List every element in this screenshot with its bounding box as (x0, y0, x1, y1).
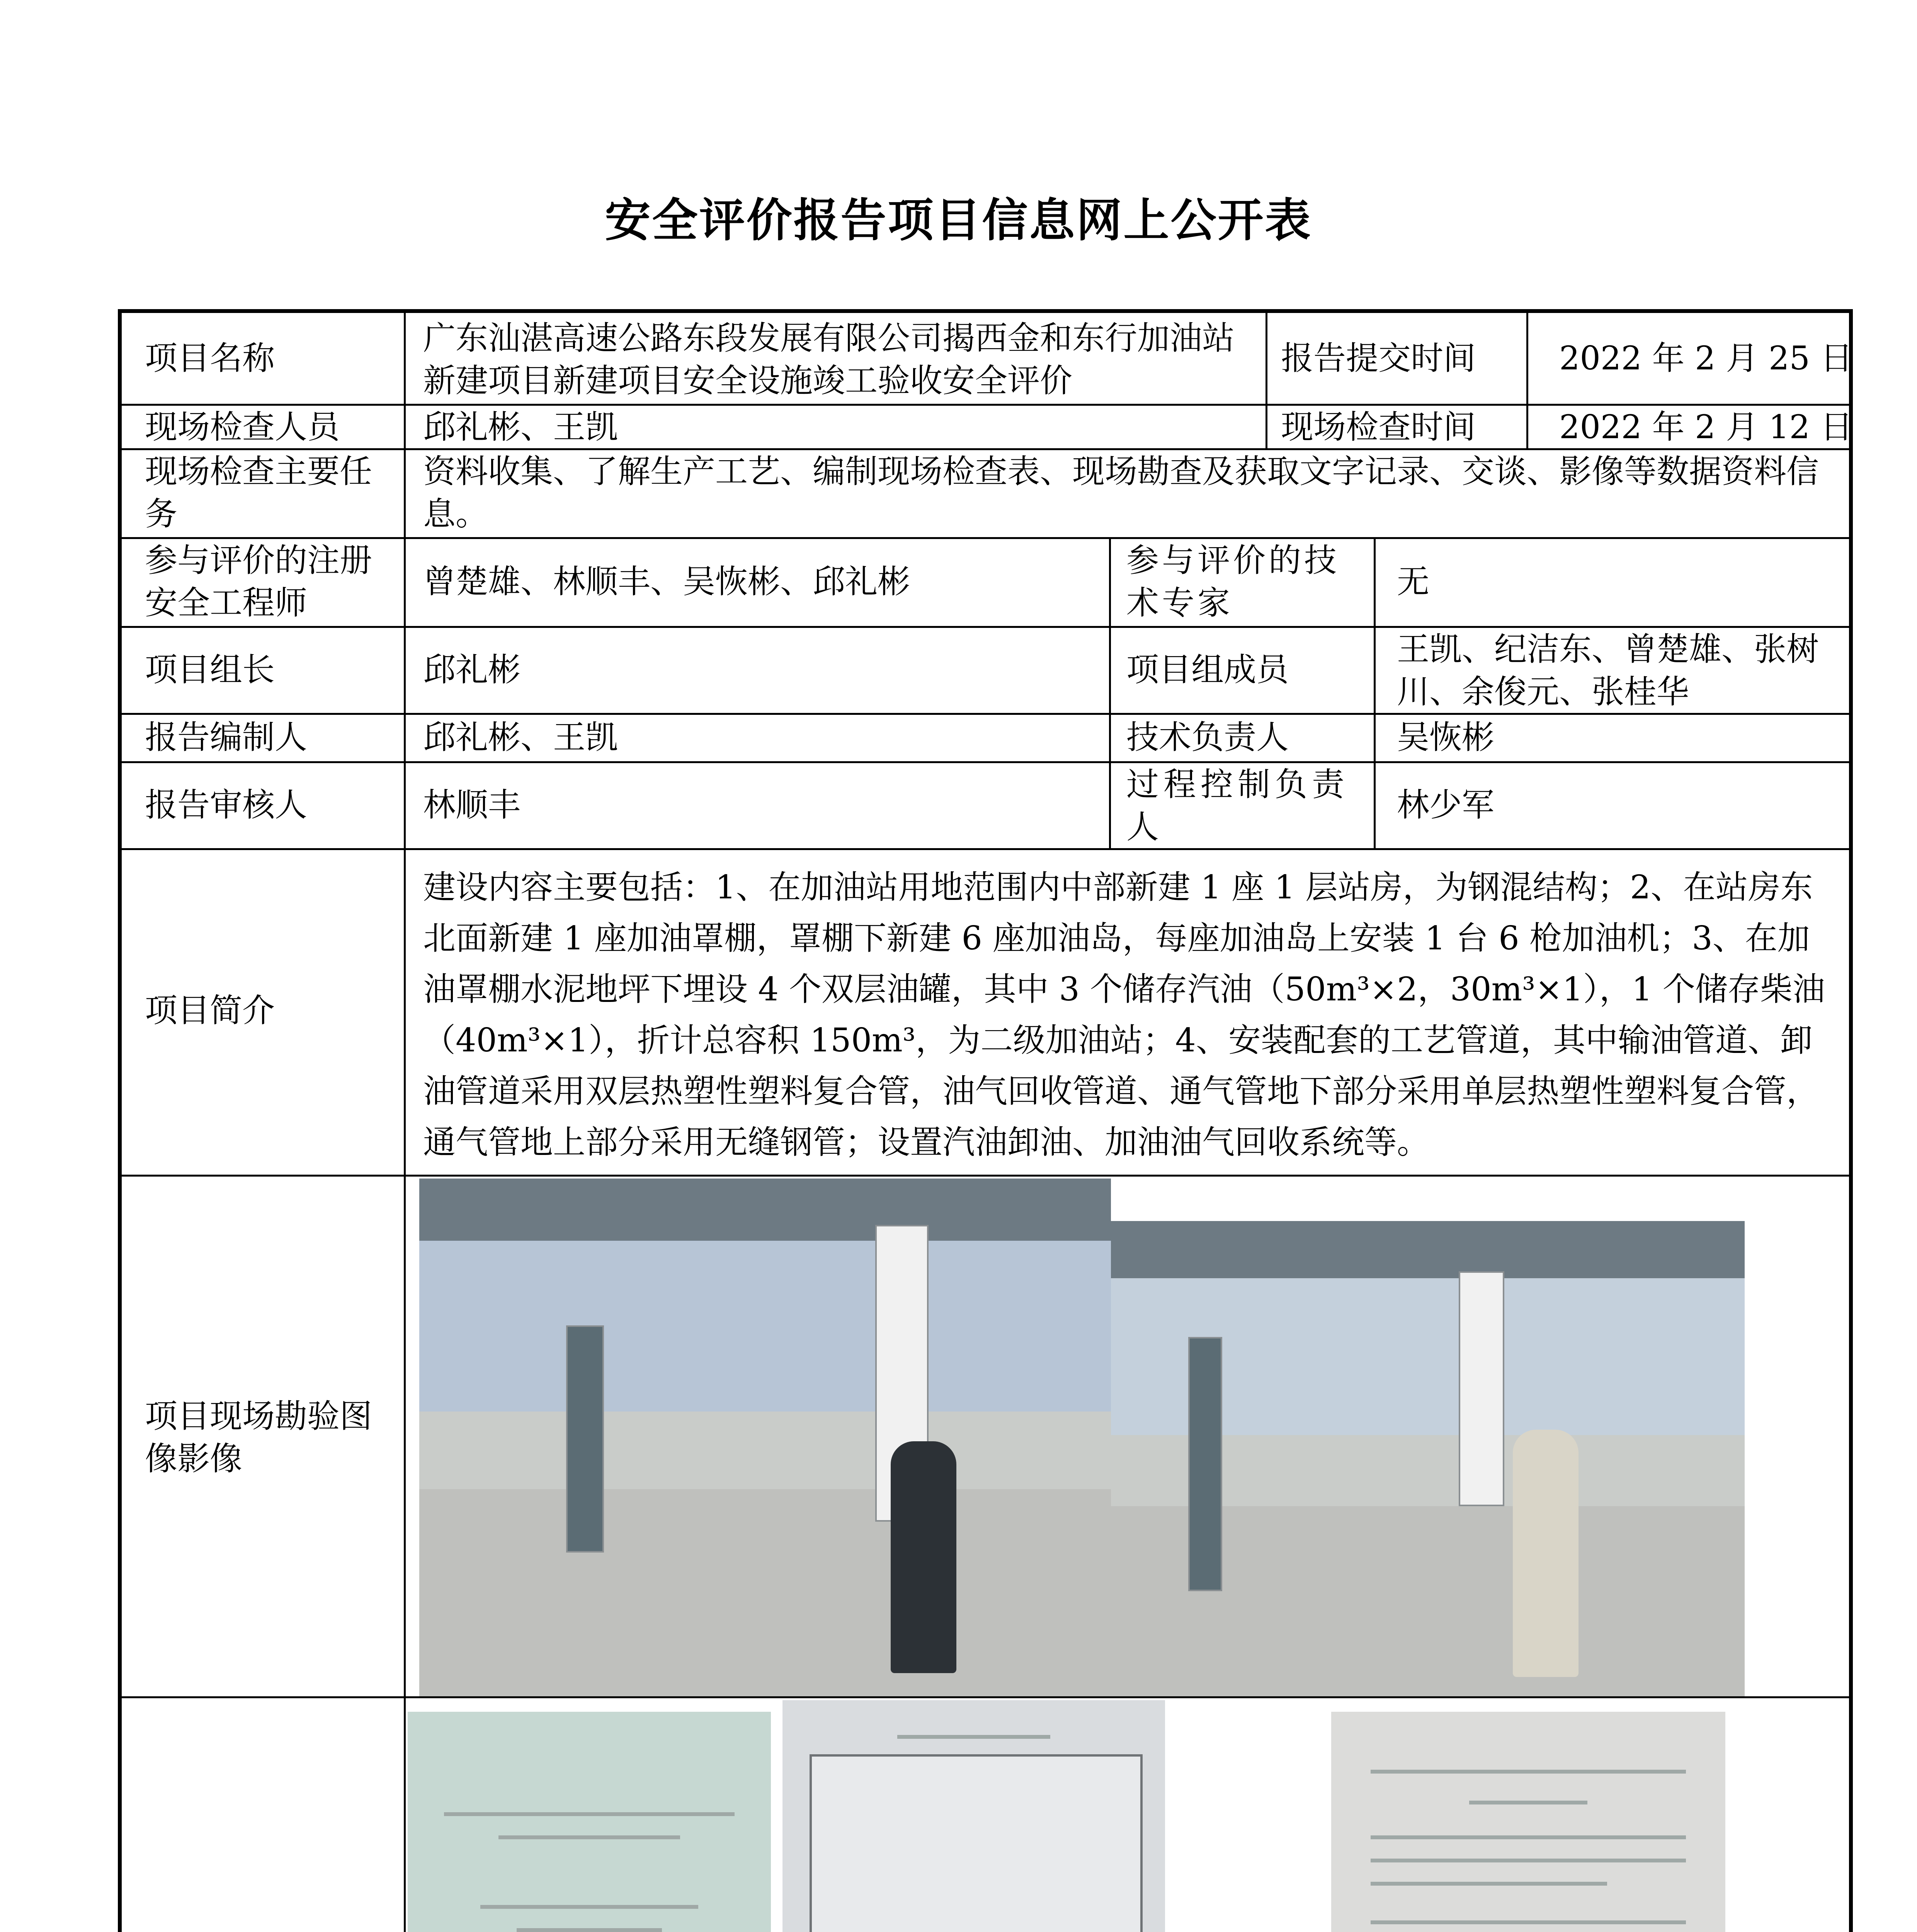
inspector-figure (1513, 1430, 1579, 1677)
value-members: 王凯、纪洁东、曾楚雄、张树川、余俊元、张桂华 (1397, 630, 1819, 711)
value-process-lead: 林少军 (1397, 786, 1495, 824)
row-divider (122, 1175, 1849, 1177)
value-project-name: 广东汕湛高速公路东段发展有限公司揭西金和东行加油站新建项目新建项目安全设施竣工验收安全评价 (423, 319, 1235, 400)
value-intro: 建设内容主要包括：1、在加油站用地范围内中部新建 1 座 1 层站房，为钢混结构；2、在站房东北面新建 1 座加油罩棚，罩棚下新建 6 座加油岛，每座加油岛上安装 1 台 6 枪加油机；3、在加油罩棚水泥地坪下埋设 4 个双层油罐，其中 3 个储存汽油（50m³×2，30m³×1），1 个储存柴油（40m³×1），折计总容积 150m³，为二级加油站；4、安装配套的工艺管道，其中输油管道、卸油管道采用双层热塑性塑料复合管，油气回收管道、通气管地下部分采用单层热塑性塑料复合管，通气管地上部分采用无缝钢管；设置汽油卸油、加油油气回收系统等。 (423, 868, 1825, 1161)
row-divider (122, 713, 1849, 715)
inspector-figure (891, 1441, 956, 1673)
text-line (1371, 1835, 1686, 1839)
row-divider (122, 848, 1849, 850)
text-line (444, 1812, 735, 1816)
fuel-sign-post (1188, 1337, 1222, 1591)
value-reviewer: 林顺丰 (423, 786, 521, 824)
col-divider (1526, 313, 1528, 448)
site-photo-1 (419, 1179, 1111, 1696)
ground (419, 1489, 1111, 1696)
value-inspect-time: 2022 年 2 月 12 日 (1559, 408, 1853, 446)
text-line (1469, 1801, 1587, 1804)
text-line (1371, 1882, 1607, 1886)
label-process-lead: 过程控制负责人 (1126, 765, 1349, 846)
canopy (419, 1179, 1111, 1241)
label-intro: 项目简介 (145, 992, 275, 1029)
label-compiler: 报告编制人 (145, 718, 308, 756)
page-title: 安全评价报告项目信息网上公开表 (605, 194, 1312, 247)
label-inspect-time: 现场检查时间 (1281, 408, 1476, 446)
canopy (1111, 1221, 1745, 1278)
staff-list-scan (782, 1700, 1165, 1932)
value-inspectors: 邱礼彬、王凯 (423, 408, 618, 446)
text-line (1371, 1859, 1686, 1862)
fuel-sign-post (566, 1325, 604, 1553)
report-cover-scan (408, 1712, 771, 1932)
value-submit-time: 2022 年 2 月 25 日 (1559, 339, 1853, 377)
row-divider (122, 1696, 1849, 1698)
value-engineers: 曾楚雄、林顺丰、吴恢彬、邱礼彬 (423, 563, 910, 600)
site-photo-2 (1111, 1221, 1745, 1696)
canopy-pillar (1459, 1271, 1504, 1506)
text-line (1371, 1770, 1686, 1774)
col-divider (404, 313, 406, 1932)
label-photos: 项目现场勘验图像影像 (145, 1397, 373, 1478)
label-inspect-task: 现场检查主要任务 (145, 452, 373, 533)
label-experts: 参与评价的技术专家 (1126, 541, 1340, 622)
staff-table (810, 1754, 1143, 1932)
row-divider (122, 761, 1849, 763)
col-divider (1109, 537, 1111, 848)
text-line (1371, 1920, 1686, 1924)
info-table (118, 309, 1853, 1932)
value-tech-lead: 吴恢彬 (1397, 718, 1495, 756)
text-line (480, 1905, 698, 1909)
label-inspectors: 现场检查人员 (145, 408, 340, 446)
label-members: 项目组成员 (1126, 651, 1289, 689)
value-experts: 无 (1397, 563, 1430, 600)
label-tech-lead: 技术负责人 (1126, 718, 1289, 756)
label-project-name: 项目名称 (145, 339, 275, 377)
value-leader: 邱礼彬 (423, 651, 521, 689)
value-inspect-task: 资料收集、了解生产工艺、编制现场检查表、现场勘查及获取文字记录、交谈、影像等数据资料信息。 (423, 452, 1819, 533)
label-reviewer: 报告审核人 (145, 786, 308, 824)
label-submit-time: 报告提交时间 (1281, 339, 1476, 377)
conclusion-page-scan (1331, 1712, 1725, 1932)
col-divider (1266, 313, 1267, 448)
text-line (498, 1835, 680, 1839)
label-leader: 项目组长 (145, 651, 275, 689)
text-line (517, 1928, 662, 1932)
col-divider (1374, 537, 1376, 848)
label-engineers: 参与评价的注册安全工程师 (145, 541, 373, 622)
text-line (897, 1735, 1050, 1739)
value-compiler: 邱礼彬、王凯 (423, 718, 618, 756)
